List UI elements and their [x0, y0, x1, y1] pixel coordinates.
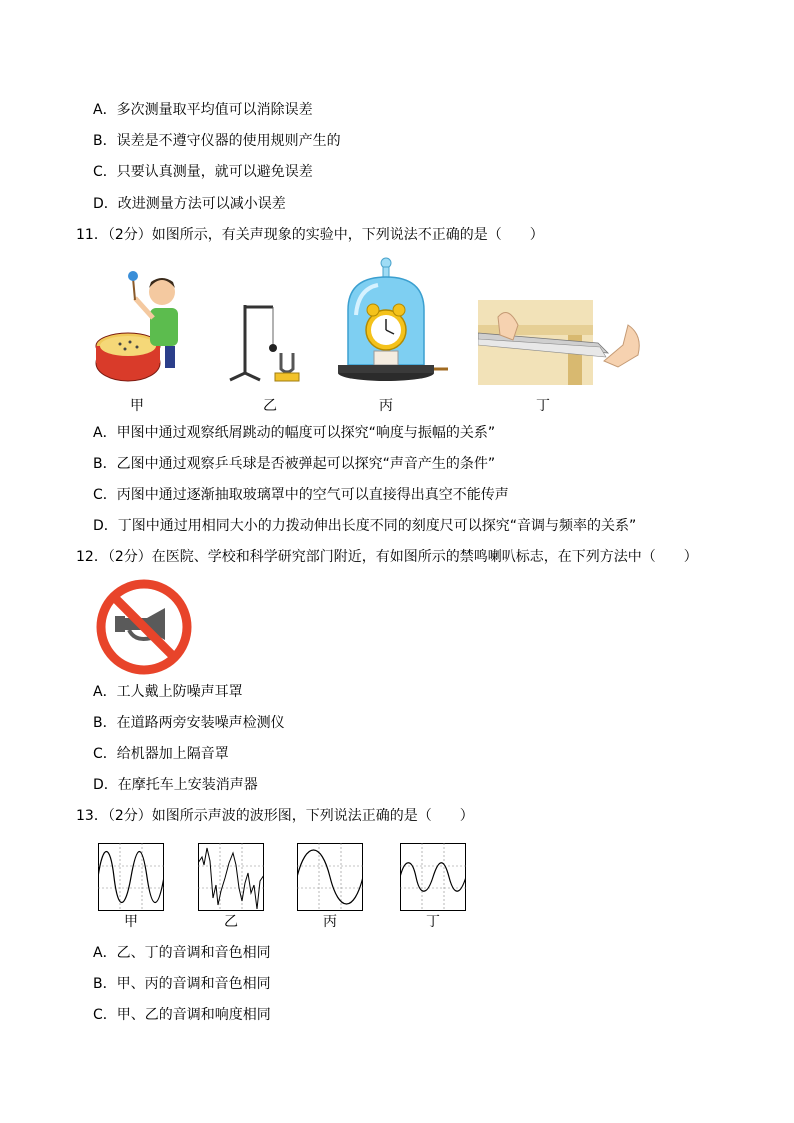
q13-stem: 13．（2分）如图所示声波的波形图，下列说法正确的是（ ） [76, 808, 474, 824]
tuning-fork-image [225, 295, 310, 385]
wave-caption-jia: 甲 [124, 914, 138, 930]
q11-option-b: B．乙图中通过观察乒乓球是否被弹起可以探究“声音产生的条件” [93, 456, 496, 472]
drum-experiment-image [95, 268, 190, 386]
figure-caption-jia: 甲 [130, 398, 144, 414]
wave-caption-ding: 丁 [426, 914, 440, 930]
waveform-ding [400, 843, 466, 911]
waveform-yi [198, 843, 264, 911]
wave-caption-bing: 丙 [323, 914, 337, 930]
wave-caption-yi: 乙 [224, 914, 238, 930]
figure-caption-ding: 丁 [536, 398, 550, 414]
figure-caption-yi: 乙 [263, 398, 277, 414]
q11-option-d: D．丁图中通过用相同大小的力拨动伸出长度不同的刻度尺可以探究“音调与频率的关系” [93, 518, 637, 534]
q10-option-d: D．改进测量方法可以减小误差 [93, 196, 286, 212]
bell-jar-clock-image [338, 255, 450, 390]
q11-option-c: C．丙图中通过逐渐抽取玻璃罩中的空气可以直接得出真空不能传声 [93, 487, 509, 503]
q10-option-a: A．多次测量取平均值可以消除误差 [93, 102, 313, 118]
q10-option-c: C．只要认真测量，就可以避免误差 [93, 164, 313, 180]
q12-stem: 12．（2分）在医院、学校和科学研究部门附近，有如图所示的禁鸣喇叭标志，在下列方法中（ ） [76, 549, 698, 565]
waveform-bing [297, 843, 363, 911]
q13-option-a: A．乙、丁的音调和音色相同 [93, 945, 271, 961]
q12-option-c: C．给机器加上隔音罩 [93, 746, 229, 762]
q12-option-d: D．在摩托车上安装消声器 [93, 777, 258, 793]
q13-option-b: B．甲、丙的音调和音色相同 [93, 976, 271, 992]
q12-option-a: A．工人戴上防噪声耳罩 [93, 684, 243, 700]
q11-option-a: A．甲图中通过观察纸屑跳动的幅度可以探究“响度与振幅的关系” [93, 425, 496, 441]
no-horn-sign-image [95, 578, 193, 676]
q12-option-b: B．在道路两旁安装噪声检测仪 [93, 715, 285, 731]
figure-caption-bing: 丙 [379, 398, 393, 414]
q11-stem: 11．（2分）如图所示，有关声现象的实验中，下列说法不正确的是（ ） [76, 227, 544, 243]
ruler-table-image [478, 295, 648, 390]
q10-option-b: B．误差是不遵守仪器的使用规则产生的 [93, 133, 341, 149]
waveform-jia [98, 843, 164, 911]
q13-option-c: C．甲、乙的音调和响度相同 [93, 1007, 271, 1023]
